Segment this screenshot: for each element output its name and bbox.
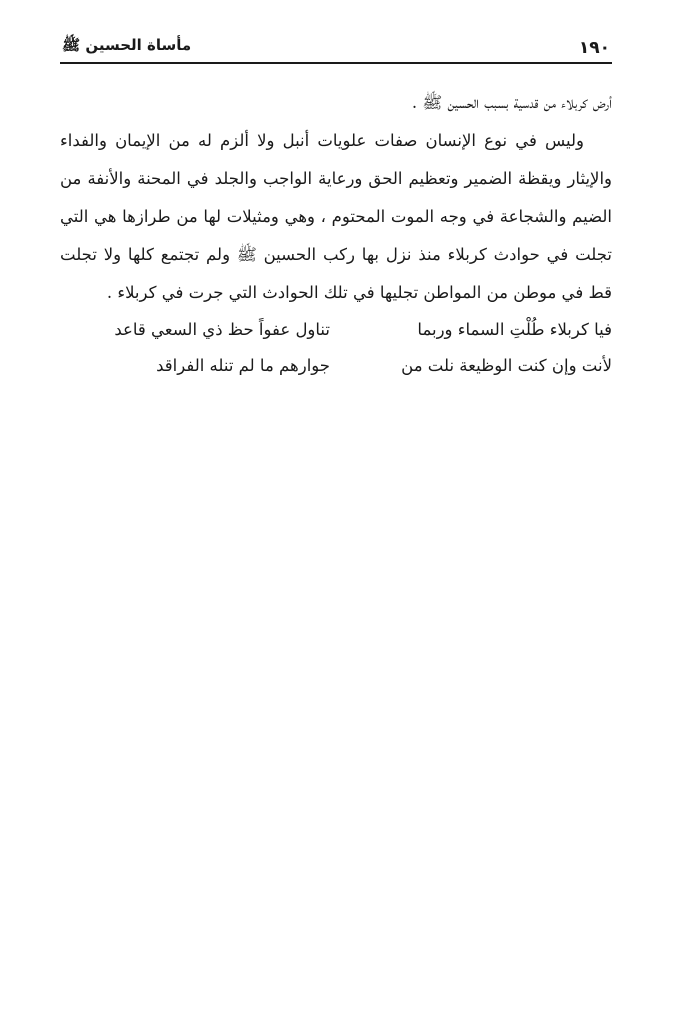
body-text [60, 84, 612, 312]
paragraph-continuation: أرض كربلاء من قدسية بسبب الحسين ﷺ . [411, 93, 612, 112]
running-title: مأساة الحسين ﷺ [62, 36, 192, 54]
page-number: ١٩٠ [578, 38, 610, 58]
poem-hemistich-second: جوارهم ما لم تنله الفراقد [156, 356, 330, 375]
poem-verse [60, 348, 612, 384]
poem-hemistich-first: فيا كربلاء طُلْتِ السماء وربما [417, 320, 612, 339]
poem-hemistich-first: لأنت وإن كنت الوظيعة نلت من [401, 356, 612, 375]
poem-verse [60, 312, 612, 348]
poem [60, 312, 612, 384]
book-page [60, 30, 612, 384]
poem-hemistich-second: تناول عفواً حظ ذي السعي قاعد [114, 320, 330, 339]
paragraph-virtues: وليس في نوع الإنسان صفات علويات أنبل ولا ألزم له من الإيمان والفداء والإيثار ويقظة الضمير وتعظيم الحق ورعاية الواجب والجلد في المحنة والأنفة من الضيم والشجاعة في وجه الموت المحتوم ، وهي ومثيلات لها من طرازها هي التي تجلت في حوادث كربلاء منذ نزل بها ركب الحسين ﷺ ولم تجتمع كلها ولا تجلت قط في موطن من المواطن تجليها في تلك الحوادث التي جرت في كربلاء . [60, 131, 612, 302]
page-header [60, 30, 612, 64]
